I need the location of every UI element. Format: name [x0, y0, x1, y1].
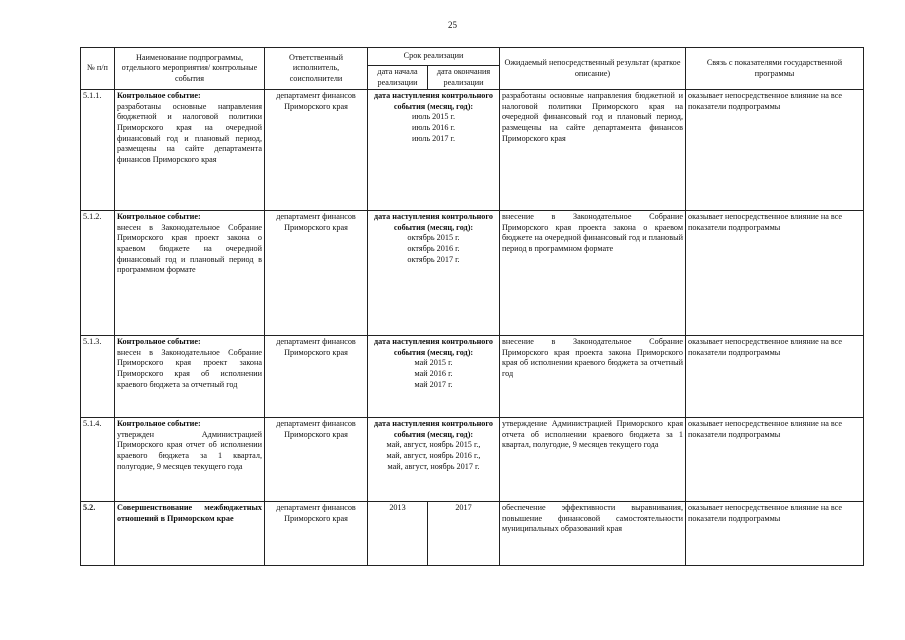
- row-responsible: департамент финансов Приморского края: [265, 90, 368, 211]
- row-date-head: дата наступления контрольного события (месяц, год):: [373, 419, 494, 439]
- header-num: № п/п: [81, 48, 115, 90]
- row-name: Совершенствование межбюджетных отношений в Приморском крае: [115, 502, 265, 566]
- row-title: Контрольное событие:: [117, 419, 201, 429]
- row-start: 2013: [368, 502, 428, 566]
- row-title: Контрольное событие:: [117, 212, 201, 222]
- program-table: [80, 47, 864, 566]
- table-row: [81, 336, 864, 418]
- row-date: май, август, ноябрь 2015 г.,: [386, 440, 481, 450]
- row-dates: [368, 211, 500, 336]
- row-date: октябрь 2017 г.: [407, 254, 460, 264]
- row-date: май 2017 г.: [414, 379, 453, 389]
- row-name-text: внесен в Законодательное Собрание Приморского края проект закона о краевом бюджете на очередной финансовый год и плановый период в программном формате: [117, 222, 262, 275]
- header-start: дата начала реализации: [368, 66, 428, 90]
- row-name: [115, 211, 265, 336]
- row-date: май 2016 г.: [414, 368, 453, 378]
- row-title: Контрольное событие:: [117, 337, 201, 347]
- page-number: 25: [448, 20, 457, 30]
- row-responsible: департамент финансов Приморского края: [265, 211, 368, 336]
- row-responsible: департамент финансов Приморского края: [265, 418, 368, 502]
- row-result: утверждение Администрацией Приморского края отчета об исполнении краевого бюджета за 1 квартал, полугодие, 9 месяцев текущего года: [500, 418, 686, 502]
- row-date-head: дата наступления контрольного события (месяц, год):: [373, 337, 494, 357]
- row-date: май, август, ноябрь 2017 г.: [387, 461, 480, 471]
- row-name-text: разработаны основные направления бюджетной и налоговой политики Приморского края на очередной финансовый год и плановый период, размещены на сайте департамента финансов Приморского края: [117, 101, 262, 164]
- row-link: оказывает непосредственное влияние на все показатели подпрограммы: [686, 502, 864, 566]
- row-result: внесение в Законодательное Собрание Приморского края проекта закона о краевом бюджете на очередной финансовый год и плановый период в программном формате: [500, 211, 686, 336]
- row-result: внесение в Законодательное Собрание Приморского края проекта закона Приморского края об исполнении краевого бюджета за отчетный год: [500, 336, 686, 418]
- row-end: 2017: [428, 502, 500, 566]
- row-dates: [368, 90, 500, 211]
- row-name: [115, 418, 265, 502]
- table-row: [81, 418, 864, 502]
- row-result: обеспечение эффективности выравнивания, повышение финансовой самостоятельности муниципальных образований края: [500, 502, 686, 566]
- row-date: июль 2017 г.: [411, 133, 456, 143]
- row-date-head: дата наступления контрольного события (месяц, год):: [373, 91, 494, 111]
- row-name: [115, 90, 265, 211]
- row-date-head: дата наступления контрольного события (месяц, год):: [373, 212, 494, 232]
- row-dates: [368, 418, 500, 502]
- row-link: оказывает непосредственное влияние на все показатели подпрограммы: [686, 90, 864, 211]
- row-link: оказывает непосредственное влияние на все показатели подпрограммы: [686, 336, 864, 418]
- row-num: 5.1.4.: [81, 418, 115, 502]
- row-date: июль 2015 г.: [411, 112, 456, 122]
- header-end: дата окончания реализации: [428, 66, 500, 90]
- row-link: оказывает непосредственное влияние на все показатели подпрограммы: [686, 418, 864, 502]
- row-date: май 2015 г.: [414, 358, 453, 368]
- row-result: разработаны основные направления бюджетной и налоговой политики Приморского края на очередной финансовый год и плановый период, размещены на сайте департамента финансов Приморского края: [500, 90, 686, 211]
- row-num: 5.1.1.: [81, 90, 115, 211]
- row-title: Контрольное событие:: [117, 91, 201, 101]
- row-date: июль 2016 г.: [411, 122, 456, 132]
- row-dates: [368, 336, 500, 418]
- header-name: Наименование подпрограммы, отдельного мероприятия/ контрольные события: [115, 48, 265, 90]
- header-result: Ожидаемый непосредственный результат (краткое описание): [500, 48, 686, 90]
- row-date: май, август, ноябрь 2016 г.,: [386, 450, 481, 460]
- table-row: [81, 502, 864, 566]
- row-num: 5.1.2.: [81, 211, 115, 336]
- row-date: октябрь 2016 г.: [407, 243, 460, 253]
- table-row: [81, 90, 864, 211]
- row-responsible: департамент финансов Приморского края: [265, 336, 368, 418]
- row-name-text: внесен в Законодательное Собрание Приморского края проект закона Приморского края об исполнении краевого бюджета за отчетный год: [117, 347, 262, 389]
- header-link: Связь с показателями государственной программы: [686, 48, 864, 90]
- row-responsible: департамент финансов Приморского края: [265, 502, 368, 566]
- row-link: оказывает непосредственное влияние на все показатели подпрограммы: [686, 211, 864, 336]
- table-row: [81, 211, 864, 336]
- header-term: Срок реализации: [368, 48, 500, 66]
- row-num: 5.1.3.: [81, 336, 115, 418]
- row-num: 5.2.: [81, 502, 115, 566]
- header-responsible: Ответственный исполнитель, соисполнители: [265, 48, 368, 90]
- row-name: [115, 336, 265, 418]
- row-date: октябрь 2015 г.: [407, 233, 460, 243]
- row-name-text: утвержден Администрацией Приморского края отчет об исполнении краевого бюджета за 1 квартал, полугодие, 9 месяцев текущего года: [117, 429, 262, 471]
